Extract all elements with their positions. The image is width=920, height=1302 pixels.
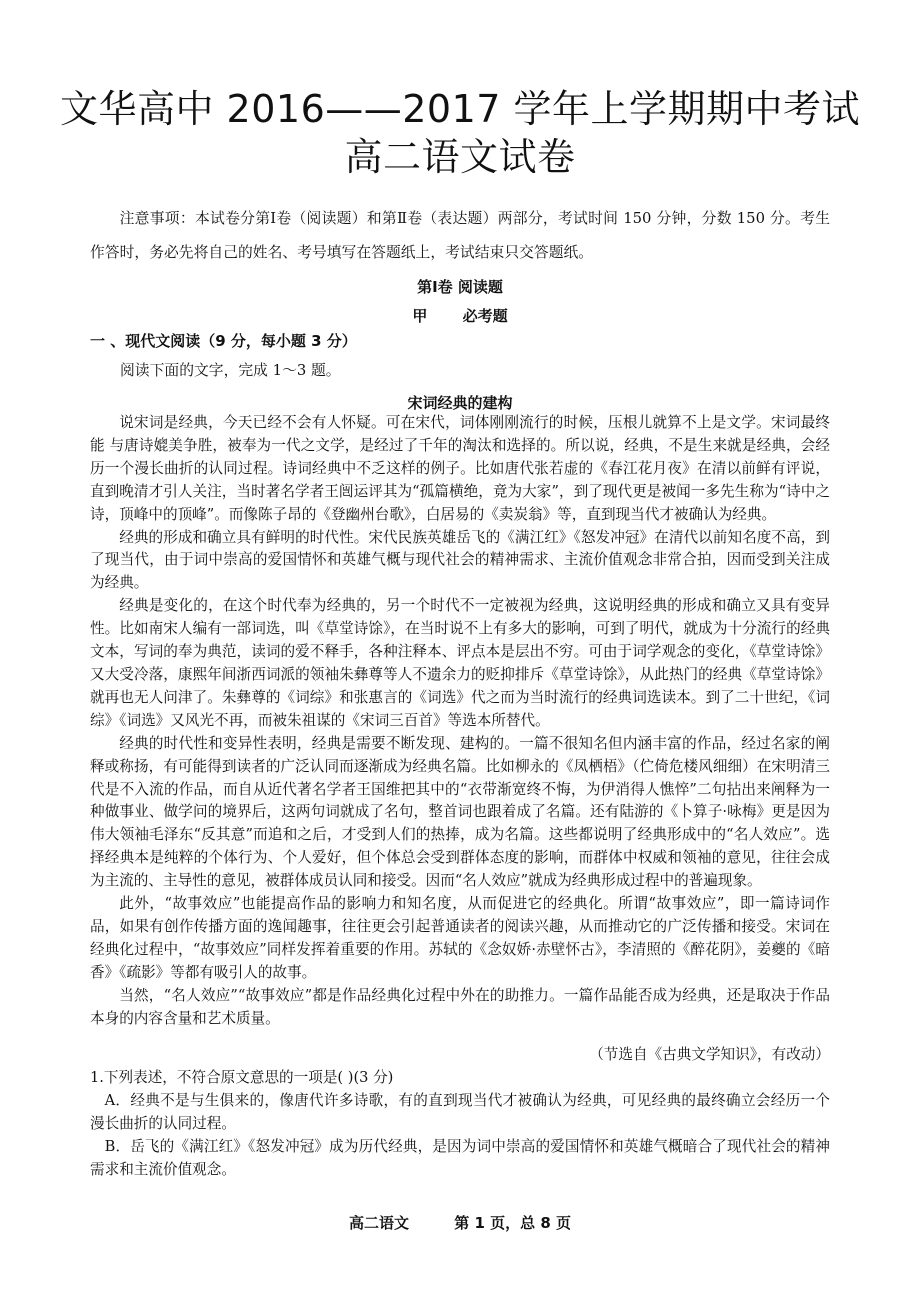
volume-subtitle: 甲 必考题: [412, 307, 508, 325]
article-title: 宋词经典的建构: [407, 394, 513, 412]
exam-title: 文华高中 2016——2017 学年上学期期中考试: [59, 87, 861, 131]
page-footer: [0, 1212, 920, 1234]
exam-notice: 注意事项：本试卷分第Ⅰ卷（阅读题）和第Ⅱ卷（表达题）两部分，考试时间 150 分钟，分数 150 分。考生作答时，务必先将自己的姓名、考号填写在答题纸上，考试结束只交答题纸。: [90, 210, 830, 261]
section-instruction: 阅读下面的文字，完成 1～3 题。: [120, 362, 341, 379]
article-source: （节选自《古典文学知识》，有改动）: [589, 1046, 830, 1063]
article-paragraph: 当然，“名人效应”“故事效应”都是作品经典化过程中外在的助推力。一篇作品能否成为经典，还是取决于作品本身的内容含量和艺术质量。: [90, 986, 830, 1027]
article-paragraph: 经典的形成和确立具有鲜明的时代性。宋代民族英雄岳飞的《满江红》《怒发冲冠》在清代以前知名度不高，到了现当代，由于词中崇高的爱国情怀和英雄气概与现代社会的精神需求、主流价值观念非常合拍，因而受到关注成为经典。: [90, 528, 830, 592]
article-paragraph: 经典是变化的，在这个时代奉为经典的，另一个时代不一定被视为经典，这说明经典的形成和确立又具有变异性。比如南宋人编有一部词选，叫《草堂诗馀》，在当时说不上有多大的影响，可到了明代，就成为十分流行的经典文本，写词的奉为典范，读词的爱不释手，各种注释本、评点本是层出不穷。可由于词学观念的变化，《草堂诗馀》又大受冷落，康熙年间浙西词派的领袖朱彝尊等人不遗余力的贬抑排斥《草堂诗馀》，从此热门的经典《草堂诗馀》就再也无人问津了。朱彝尊的《词综》和张惠言的《词选》代之而为当时流行的经典词选读本。到了二十世纪，《词综》《词选》又风光不再，而被朱祖谋的《宋词三百首》等选本所替代。: [90, 597, 830, 729]
article-paragraph: 说宋词是经典，今天已经不会有人怀疑。可在宋代，词体刚刚流行的时候，压根儿就算不上是文学。宋词最终能 与唐诗媲美争胜，被奉为一代之文学，是经过了千年的淘汰和选择的。所以说，经典，不是生来就是经典，会经历一个漫长曲折的认同过程。诗词经典中不乏这样的例子。比如唐代张若虚的《春江花月夜》在清以前鲜有评说，直到晚清才引人关注，当时著名学者王闿运评其为“孤篇横绝，竟为大家”，到了现代更是被闻一多先生称为“诗中之诗，顶峰中的顶峰”。而像陈子昂的《登幽州台歌》，白居易的《卖炭翁》等，直到现当代才被确认为经典。: [90, 414, 830, 523]
exam-subtitle: 高二语文试卷: [344, 135, 576, 179]
question-1-stem: 1.下列表述，不符合原文意思的一项是( )(3 分): [90, 1069, 394, 1086]
question-1-option-b: B．岳飞的《满江红》《怒发冲冠》成为历代经典，是因为词中崇高的爱国情怀和英雄气概暗合了现代社会的精神需求和主流价值观念。: [90, 1137, 830, 1178]
footer-page-number: 第 1 页，总 8 页: [454, 1214, 571, 1232]
volume-title: 第Ⅰ卷 阅读题: [417, 278, 503, 296]
article-paragraph: 此外，“故事效应”也能提高作品的影响力和知名度，从而促进它的经典化。所谓“故事效应”，即一篇诗词作品，如果有创作传播方面的逸闻趣事，往往更会引起普通读者的阅读兴趣，从而推动它的广泛传播和接受。宋词在经典化过程中，“故事效应”同样发挥着重要的作用。苏轼的《念奴娇·赤壁怀古》，李清照的《醉花阴》，姜夔的《暗香》《疏影》等都有吸引人的故事。: [90, 895, 830, 981]
question-1-option-a: A．经典不是与生俱来的，像唐代许多诗歌，有的直到现当代才被确认为经典，可见经典的最终确立会经历一个漫长曲折的认同过程。: [90, 1091, 830, 1132]
section-title: 一 、现代文阅读（9 分，每小题 3 分）: [90, 332, 357, 350]
article-paragraph: 经典的时代性和变异性表明，经典是需要不断发现、建构的。一篇不很知名但内涵丰富的作品，经过名家的阐释或称扬，有可能得到读者的广泛认同而逐渐成为经典名篇。比如柳永的《凤栖梧》（伫倚危楼风细细）在宋明清三代是不入流的作品，而自从近代著名学者王国维把其中的“衣带渐宽终不悔，为伊消得人憔悴”二句拈出来阐释为一种做事业、做学问的境界后，这两句词就成了名句，整首词也跟着成了名篇。还有陆游的《卜算子·咏梅》更是因为伟大领袖毛泽东“反其意”而追和之后，才受到人们的热捧，成为名篇。这些都说明了经典形成中的“名人效应”。选择经典本是纯粹的个体行为、个人爱好，但个体总会受到群体态度的影响，而群体中权威和领袖的意见，往往会成为主流的、主导性的意见，被群体成员认同和接受。因而“名人效应”就成为经典形成过程中的普遍现象。: [90, 734, 830, 890]
article-body: [90, 412, 830, 1030]
question-block: [90, 1067, 830, 1182]
footer-subject: 高二语文: [348, 1214, 409, 1232]
